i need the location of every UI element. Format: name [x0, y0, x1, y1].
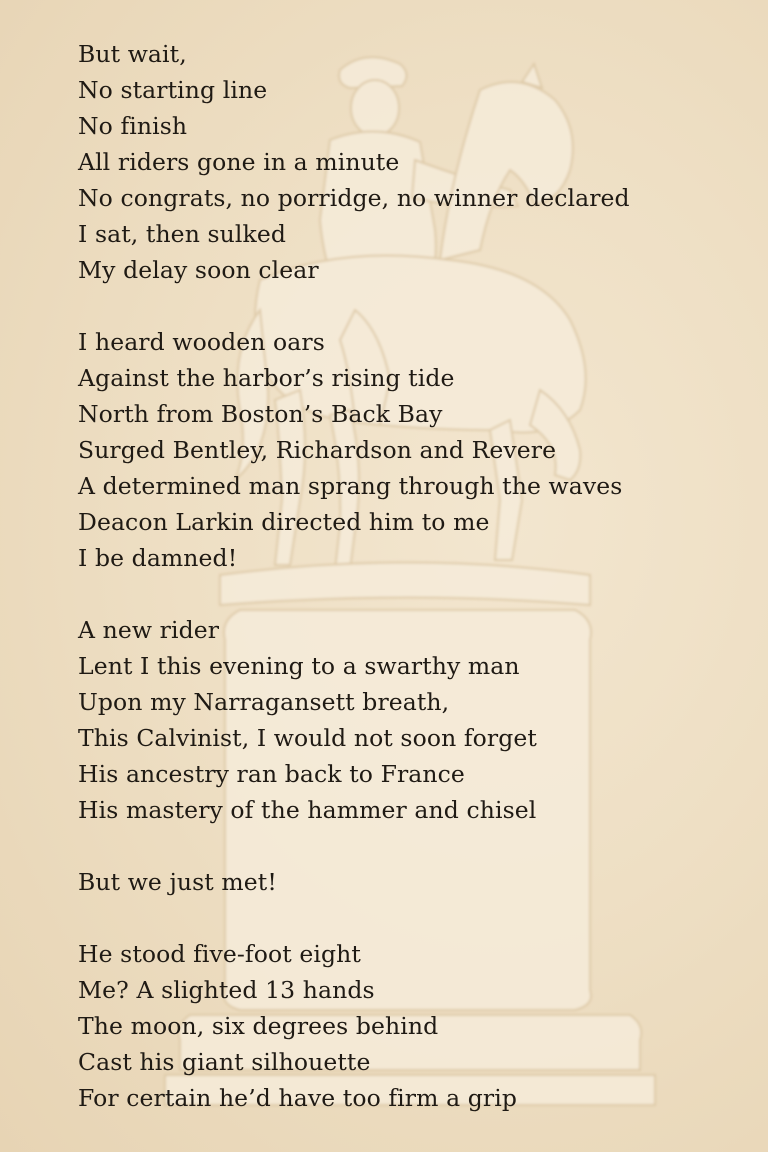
poem-line: His mastery of the hammer and chisel — [78, 796, 537, 824]
poem-line: He stood five-foot eight — [78, 940, 361, 968]
stanza-4 — [78, 864, 738, 900]
poem-line: Against the harbor’s rising tide — [78, 364, 455, 392]
poem-line: Surged Bentley, Richardson and Revere — [78, 436, 557, 464]
poem-line: I heard wooden oars — [78, 328, 325, 356]
poem-line: A new rider — [78, 616, 220, 644]
poem-line: Upon my Narragansett breath, — [78, 688, 450, 716]
poem-line: No finish — [78, 112, 188, 140]
poem-line: Deacon Larkin directed him to me — [78, 508, 490, 536]
stanza-5 — [78, 936, 738, 1116]
poem-body — [78, 36, 738, 1116]
poem-line: Lent I this evening to a swarthy man — [78, 652, 520, 680]
stanza-1 — [78, 36, 738, 288]
poem-line: I be damned! — [78, 544, 238, 572]
poem-line: Me? A slighted 13 hands — [78, 976, 375, 1004]
poem-line: North from Boston’s Back Bay — [78, 400, 443, 428]
poem-line: I sat, then sulked — [78, 220, 286, 248]
poem-line: This Calvinist, I would not soon forget — [78, 724, 537, 752]
poem-line: But wait, — [78, 40, 187, 68]
poem-line: A determined man sprang through the waves — [78, 472, 623, 500]
stanza-2 — [78, 324, 738, 576]
poem-line: Cast his giant silhouette — [78, 1048, 371, 1076]
poem-line: My delay soon clear — [78, 256, 319, 284]
poem-line: But we just met! — [78, 868, 277, 896]
poem-line: For certain he’d have too firm a grip — [78, 1084, 518, 1112]
stanza-3 — [78, 612, 738, 828]
poem-line: The moon, six degrees behind — [78, 1012, 439, 1040]
poem-line: His ancestry ran back to France — [78, 760, 465, 788]
poem-line: All riders gone in a minute — [78, 148, 400, 176]
poem-line: No congrats, no porridge, no winner declared — [78, 184, 630, 212]
poem-line: No starting line — [78, 76, 268, 104]
